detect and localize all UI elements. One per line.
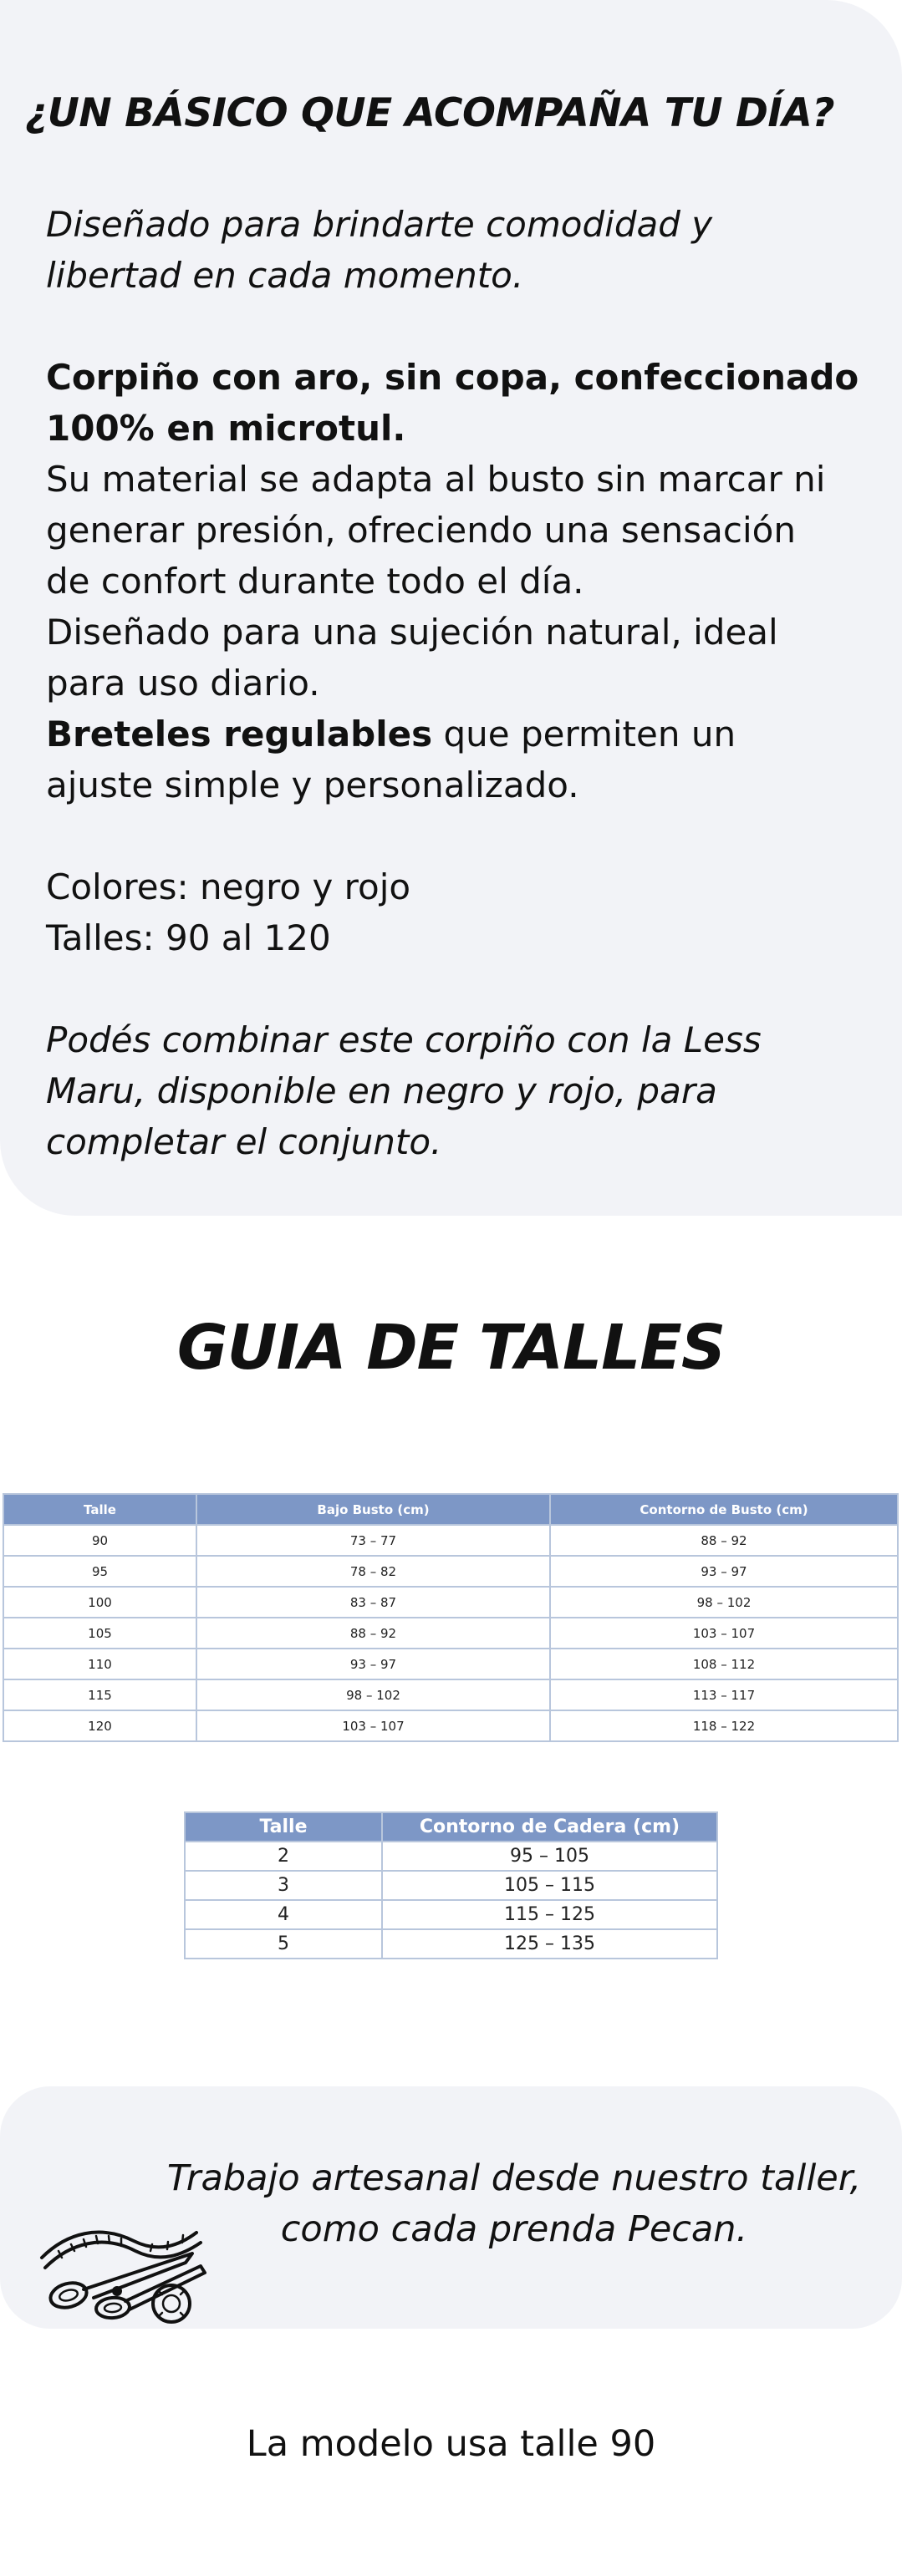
table-cell: 88 – 92 xyxy=(196,1618,550,1649)
table-cell: 78 – 82 xyxy=(196,1556,550,1587)
artisan-card xyxy=(0,2086,902,2329)
combine-text: Podés combinar este corpiño con la Less Maru, disponible en negro y rojo, para completar el conjunto. xyxy=(46,1019,762,1162)
table-cell: 4 xyxy=(185,1900,382,1929)
table-cell: 83 – 87 xyxy=(196,1587,550,1618)
table-row xyxy=(185,1842,717,1871)
straps-text: Breteles regulables que permiten un ajuste simple y personalizado. xyxy=(46,714,736,805)
table-cell: 103 – 107 xyxy=(196,1710,550,1741)
table-cell: 108 – 112 xyxy=(550,1649,898,1679)
feature-text: Corpiño con aro, sin copa, confeccionado 100% en microtul. xyxy=(46,357,859,449)
hip-size-table xyxy=(184,1811,718,1959)
table-header-row xyxy=(3,1494,898,1525)
bust-size-table xyxy=(3,1493,899,1742)
table-cell: 115 xyxy=(3,1679,196,1710)
table-cell: 105 xyxy=(3,1618,196,1649)
support-text: Diseñado para una sujeción natural, ideal para uso diario. xyxy=(46,612,778,704)
table-row xyxy=(185,1900,717,1929)
table-cell: 93 – 97 xyxy=(550,1556,898,1587)
sizes-text: Talles: 90 al 120 xyxy=(46,917,331,958)
table-cell: 115 – 125 xyxy=(382,1900,717,1929)
table-row xyxy=(3,1587,898,1618)
table-header-row xyxy=(185,1812,717,1842)
table-cell: 118 – 122 xyxy=(550,1710,898,1741)
size-guide-title: GUIA DE TALLES xyxy=(176,1312,726,1384)
table-cell: 113 – 117 xyxy=(550,1679,898,1710)
table-cell: 95 – 105 xyxy=(382,1842,717,1871)
table-cell: 73 – 77 xyxy=(196,1525,550,1556)
table-cell: 2 xyxy=(185,1842,382,1871)
column-header: Talle xyxy=(185,1812,382,1842)
table-row xyxy=(3,1525,898,1556)
table-row xyxy=(3,1649,898,1679)
table-row xyxy=(3,1679,898,1710)
table-cell: 100 xyxy=(3,1587,196,1618)
table-cell: 95 xyxy=(3,1556,196,1587)
table-cell: 125 – 135 xyxy=(382,1929,717,1959)
table-cell: 3 xyxy=(185,1871,382,1900)
model-size-note: La modelo usa talle 90 xyxy=(246,2423,656,2465)
table-row xyxy=(185,1871,717,1900)
table-cell: 5 xyxy=(185,1929,382,1959)
table-cell: 110 xyxy=(3,1649,196,1679)
product-description-card xyxy=(0,0,902,1216)
material-text: Su material se adapta al busto sin marcar ni generar presión, ofreciendo una sensación de confort durante todo el día. xyxy=(46,459,826,602)
table-row xyxy=(3,1710,898,1741)
table-row xyxy=(3,1556,898,1587)
artisan-text: Trabajo artesanal desde nuestro taller, como cada prenda Pecan. xyxy=(166,2157,862,2250)
table-cell: 98 – 102 xyxy=(196,1679,550,1710)
table-cell: 90 xyxy=(3,1525,196,1556)
column-header: Contorno de Cadera (cm) xyxy=(382,1812,717,1842)
description-title: ¿UN BÁSICO QUE ACOMPAÑA TU DÍA? xyxy=(25,90,835,136)
column-header: Bajo Busto (cm) xyxy=(196,1494,550,1525)
description-body xyxy=(46,199,882,1167)
table-row xyxy=(185,1929,717,1959)
table-cell: 120 xyxy=(3,1710,196,1741)
table-cell: 103 – 107 xyxy=(550,1618,898,1649)
table-cell: 88 – 92 xyxy=(550,1525,898,1556)
table-row xyxy=(3,1618,898,1649)
table-cell: 93 – 97 xyxy=(196,1649,550,1679)
column-header: Talle xyxy=(3,1494,196,1525)
column-header: Contorno de Busto (cm) xyxy=(550,1494,898,1525)
colors-text: Colores: negro y rojo xyxy=(46,866,411,907)
table-cell: 98 – 102 xyxy=(550,1587,898,1618)
table-cell: 105 – 115 xyxy=(382,1871,717,1900)
intro-text: Diseñado para brindarte comodidad y libertad en cada momento. xyxy=(46,204,713,296)
